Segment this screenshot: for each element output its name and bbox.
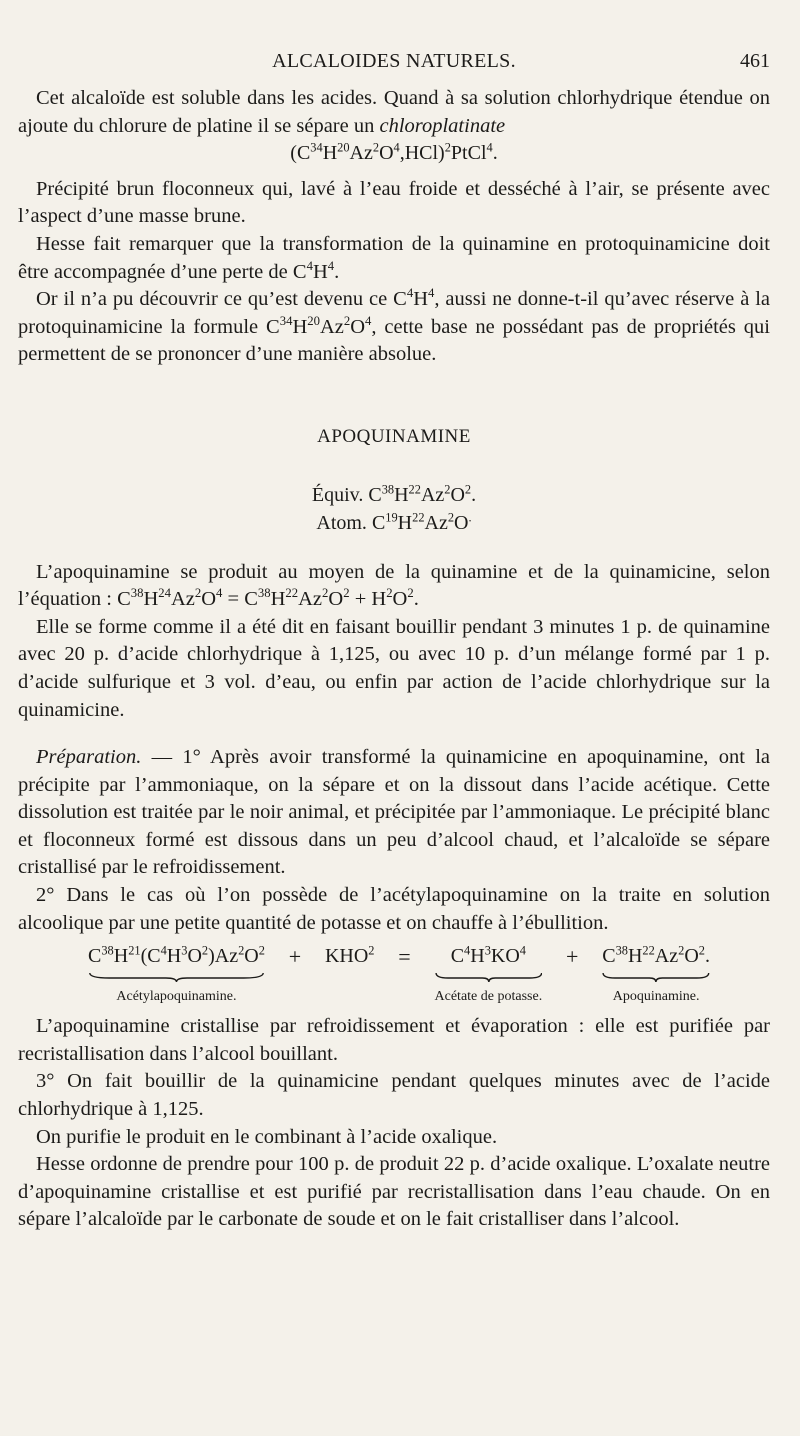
paragraph-preparation-1: Préparation. — 1° Après avoir transformé la quinamicine en apoquinamine, ont la précipite par l’ammoniaque, on la sépare et on la dissout dans l’acide acétique. Cette dissolution est traitée par le noir animal, et précipitée par l’ammoniaque. Le précipité blanc et floconneux formé est dissous dans un peu d’alcool chaud, et l’alcaloïde se sépare cristallisé par le refroidissement. — [18, 746, 770, 879]
section-heading-apoquinamine: APOQUINAMINE — [317, 425, 471, 447]
formula-loss: $C^4H^4$. — [292, 258, 340, 283]
paragraph-hesse-remark: Hesse fait remarquer que la transformation de la quinamine en protoquinamicine doit être accompagnée d’une perte de $C^4H^4$. — [18, 232, 770, 283]
running-title: ALCALOIDES NATURELS. — [272, 50, 516, 72]
formula-c4h4: $C^4H^4$ — [393, 286, 435, 311]
paragraph-method-3: 3° On fait bouillir de la quinamicine pendant quelques minutes avec de l’acide chlorhydrique à 1,125. — [18, 1070, 770, 1121]
product-apoquinamine: $C^{38}H^{22}Az^2O^2$. Apoquinamine. — [602, 943, 710, 1010]
page-header — [18, 50, 770, 78]
paragraph-protoquinamicine: Or il n’a pu découvrir ce qu’est devenu ce $C^4H^4$, aussi ne donne-t-il qu’avec réserve à la protoquinamicine la formule $C^{34}H^{20}Az^2O^4$, cette base ne possédant pas de propriétés qui permettent de se prononcer d’une manière absolue. — [18, 286, 770, 366]
formula-equation: $C^{38}H^{24}Az^2O^4 = C^{38}H^{22}Az^2O^2 + H^2O^2$. — [117, 586, 419, 611]
label-acetate: Acétate de potasse. — [434, 988, 543, 1004]
paragraph-purification: On purifie le produit en le combinant à l’acide oxalique. — [36, 1125, 498, 1148]
plus-sign: + — [566, 944, 579, 970]
equivalent-formulas — [18, 481, 770, 537]
brace-icon — [435, 971, 543, 983]
equals-sign: = — [398, 944, 411, 970]
plus-sign: + — [288, 944, 302, 970]
paragraph-oxalate: Hesse ordonne de prendre pour 100 p. de produit 22 p. d’acide oxalique. L’oxalate neutre d’apoquinamine cristallise et est purifié par recristallisation dans l’eau chaude. On en sépare l’alcaloïde par le carbonate de soude et on le fait cristalliser dans l’alcool. — [18, 1153, 770, 1231]
product-acetate: $C^4H^3KO^4$ Acétate de potasse. — [435, 943, 543, 1010]
label-apoquinamine: Apoquinamine. — [612, 988, 700, 1004]
formula-protoquinamicine: $C^{34}H^{20}Az^2O^4$ — [266, 313, 372, 338]
page-body — [18, 85, 770, 1234]
page-number: 461 — [740, 50, 770, 72]
paragraph-crystallisation: L’apoquinamine cristallise par refroidissement et évaporation : elle est purifiée par recristallisation dans l’alcool bouillant. — [18, 1015, 770, 1065]
brace-icon — [88, 971, 265, 983]
brace-icon — [602, 971, 710, 983]
formula-chloroplatinate: $(C^{34}H^{20}Az^2O^4,HCl)^2PtCl^4$. — [290, 140, 498, 165]
reactant-kho2: KHO$^2$ — [324, 943, 375, 968]
preparation-label: Préparation. — [36, 746, 142, 769]
chloroplatinate-term: chloroplatinate — [379, 114, 506, 137]
label-acetylapoquinamine: Acétylapoquinamine. — [116, 988, 237, 1004]
reaction-equation — [88, 943, 710, 1013]
equiv-line: Équiv. $C^{38}H^{22}Az^2O^2$. — [311, 481, 477, 506]
paragraph-precipitate: Précipité brun floconneux qui, lavé à l’eau froide et desséché à l’air, se présente avec l’aspect d’une masse brune. — [18, 177, 770, 228]
atom-line: Atom. $C^{19}H^{22}Az^2O^.$ — [316, 509, 472, 534]
paragraph-production: L’apoquinamine se produit au moyen de la quinamine et de la quinamicine, selon l’équation : $C^{38}H^{24}Az^2O^4 = C^{38}H^{22}Az^2O^2 + H^2O^2$. — [18, 560, 770, 611]
reactant-acetylapoquinamine: $C^{38}H^{21}(C^4H^3O^2)Az^2O^2$ Acétylapoquinamine. — [88, 943, 265, 1010]
paragraph-solubility: Cet alcaloïde est soluble dans les acides. Quand à sa solution chlorhydrique étendue on ajoute du chlorure de platine il se sépare un chloroplatinate — [18, 87, 770, 137]
paragraph-preparation-2: 2° Dans le cas où l’on possède de l’acétylapoquinamine on la traite en solution alcoolique par une petite quantité de potasse et on chauffe à l’ébullition. — [18, 884, 770, 934]
paragraph-formation: Elle se forme comme il a été dit en faisant bouillir pendant 3 minutes 1 p. de quinamine avec 20 p. d’acide chlorhydrique à 1,125, ou avec 10 p. d’un mélange formé par 1 p. d’acide sulfurique et 3 vol. d’eau, ou enfin par action de l’acide chlorhydrique sur la quinamicine. — [18, 615, 770, 721]
